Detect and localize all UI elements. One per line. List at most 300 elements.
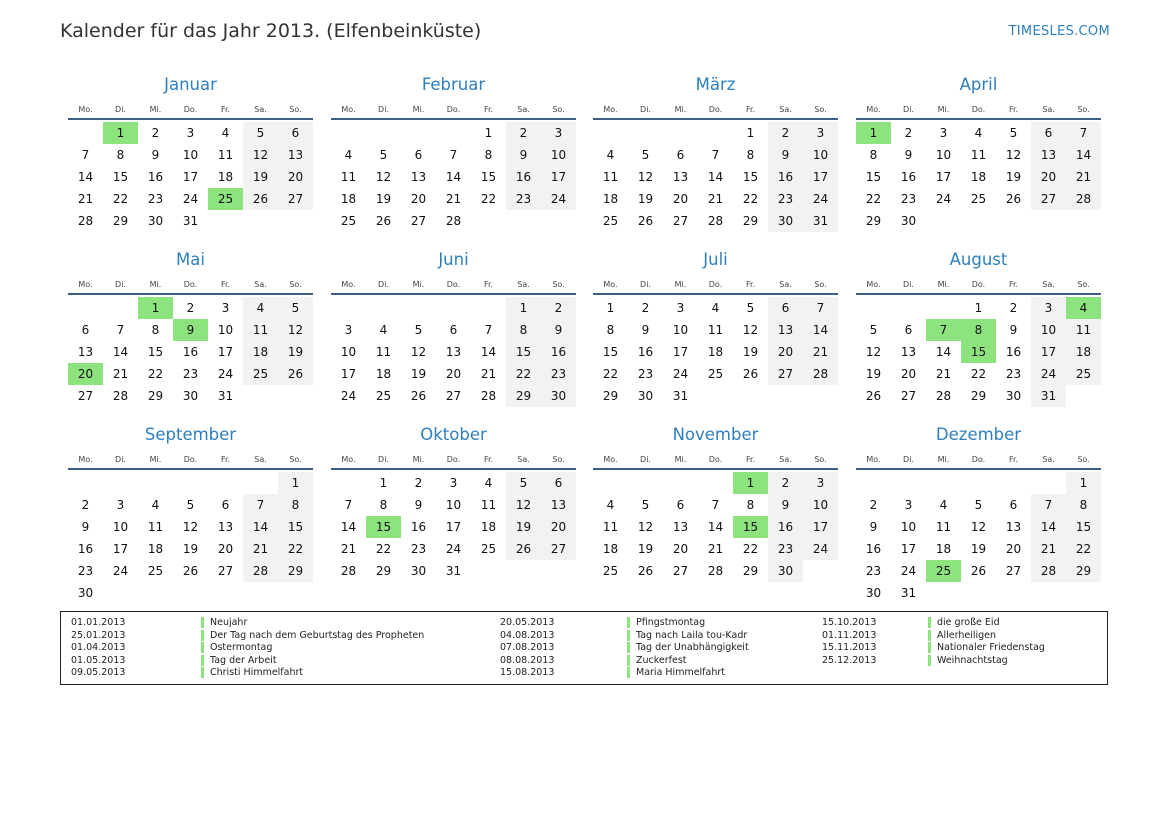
day-grid [856, 472, 1101, 604]
day-cell: 28 [707, 564, 724, 578]
day-cell: 23 [637, 367, 654, 381]
day-cell: 12 [865, 345, 882, 359]
day-cell: 29 [865, 214, 882, 228]
empty-cell [698, 472, 733, 494]
day-cell: 9 [151, 148, 160, 162]
day-cell: 2 [768, 122, 803, 144]
day-cell: 21 [112, 367, 129, 381]
weekday-label: Sa. [517, 105, 530, 114]
day-cell: 18 [707, 345, 724, 359]
day-cell: 28 [445, 214, 462, 228]
day-cell: 3 [186, 126, 195, 140]
holiday-date: 20.05.2013 [500, 617, 555, 628]
day-cell: 1 [974, 301, 983, 315]
day-cell: 26 [1005, 192, 1022, 206]
holiday-date: 25.01.2013 [71, 629, 126, 641]
day-cell: 14 [77, 170, 94, 184]
day-cell: 22 [742, 542, 759, 556]
empty-cell [103, 297, 138, 319]
month-title: Februar [421, 75, 486, 94]
day-cell: 2 [768, 472, 803, 494]
day-cell: 12 [742, 323, 759, 337]
day-cell: 27 [1005, 564, 1022, 578]
weekday-label: Di. [640, 280, 651, 289]
weekday-label: Fr. [745, 105, 756, 114]
weekday-label: So. [552, 280, 565, 289]
weekday-label: Do. [446, 455, 461, 464]
day-cell: 15 [480, 170, 497, 184]
day-grid [68, 122, 313, 232]
holiday-name: Weihnachtstag [928, 655, 1008, 666]
day-cell: 21 [480, 367, 497, 381]
weekday-label: Di. [378, 280, 389, 289]
weekday-label: Sa. [779, 105, 792, 114]
weekday-label: Do. [971, 105, 986, 114]
day-cell: 28 [935, 389, 952, 403]
day-cell: 2 [414, 476, 423, 490]
day-cell: 3 [939, 126, 948, 140]
day-cell: 9 [506, 144, 541, 166]
day-cell: 8 [746, 148, 755, 162]
day-cell: 10 [340, 345, 357, 359]
day-cell: 10 [672, 323, 689, 337]
day-cell: 27 [768, 363, 803, 385]
day-cell: 20 [445, 367, 462, 381]
day-cell: 17 [900, 542, 917, 556]
day-cell: 24 [541, 188, 576, 210]
day-cell: 27 [217, 564, 234, 578]
weekday-label: Mo. [78, 455, 93, 464]
day-cell: 3 [1031, 297, 1066, 319]
day-cell: 6 [904, 323, 913, 337]
day-cell: 11 [147, 520, 164, 534]
day-cell: 10 [900, 520, 917, 534]
day-cell: 21 [707, 192, 724, 206]
day-cell: 11 [217, 148, 234, 162]
day-cell: 20 [672, 192, 689, 206]
day-cell: 8 [746, 498, 755, 512]
day-cell: 8 [116, 148, 125, 162]
weekday-label: Do. [183, 455, 198, 464]
weekday-label: Mi. [149, 455, 162, 464]
day-cell: 2 [1009, 301, 1018, 315]
holiday-date: 01.05.2013 [71, 654, 126, 666]
weekday-label: Mi. [412, 455, 425, 464]
day-cell: 3 [803, 472, 838, 494]
weekday-label: Fr. [220, 280, 231, 289]
weekday-label: Sa. [1042, 105, 1055, 114]
day-cell: 29 [147, 389, 164, 403]
day-cell: 7 [1031, 494, 1066, 516]
day-cell: 16 [147, 170, 164, 184]
day-cell: 3 [344, 323, 353, 337]
day-cell: 18 [147, 542, 164, 556]
day-cell: 13 [1031, 144, 1066, 166]
day-cell: 12 [970, 520, 987, 534]
month-januar [68, 68, 313, 232]
day-cell: 4 [243, 297, 278, 319]
day-cell: 28 [112, 389, 129, 403]
empty-cell [366, 297, 401, 319]
holiday-date: 04.08.2013 [500, 629, 555, 641]
weekday-label: Di. [115, 455, 126, 464]
empty-cell [243, 472, 278, 494]
holiday-name: Nationaler Friedenstag [928, 642, 1045, 653]
weekday-header [68, 102, 313, 120]
day-cell: 1 [606, 301, 615, 315]
day-cell: 23 [541, 363, 576, 385]
day-cell: 13 [900, 345, 917, 359]
day-cell: 30 [768, 560, 803, 582]
weekday-header [331, 277, 576, 295]
month-april [856, 68, 1101, 232]
day-cell: 18 [602, 542, 619, 556]
day-cell: 14 [480, 345, 497, 359]
holiday-day: 1 [103, 122, 138, 144]
day-cell: 24 [445, 542, 462, 556]
day-cell: 15 [602, 345, 619, 359]
weekday-label: Sa. [517, 455, 530, 464]
day-cell: 25 [147, 564, 164, 578]
day-cell: 4 [151, 498, 160, 512]
day-cell: 28 [1066, 188, 1101, 210]
day-cell: 17 [340, 367, 357, 381]
day-cell: 9 [541, 319, 576, 341]
weekday-label: Sa. [254, 105, 267, 114]
weekday-label: Sa. [779, 455, 792, 464]
weekday-label: So. [814, 455, 827, 464]
day-cell: 5 [278, 297, 313, 319]
day-cell: 1 [379, 476, 388, 490]
day-cell: 11 [375, 345, 392, 359]
day-cell: 29 [742, 564, 759, 578]
holiday-name: die große Eid [928, 617, 1000, 628]
weekday-label: So. [1077, 105, 1090, 114]
day-cell: 19 [506, 516, 541, 538]
day-cell: 19 [637, 192, 654, 206]
empty-cell [366, 122, 401, 144]
weekday-header [68, 277, 313, 295]
holiday-day: 8 [961, 319, 996, 341]
day-cell: 7 [81, 148, 90, 162]
holiday-name: Tag nach Laila tou-Kadr [627, 630, 747, 641]
day-cell: 11 [1066, 319, 1101, 341]
day-cell: 2 [186, 301, 195, 315]
day-grid [331, 122, 576, 232]
day-cell: 11 [340, 170, 357, 184]
day-cell: 28 [340, 564, 357, 578]
weekday-label: Di. [115, 105, 126, 114]
day-cell: 20 [1005, 542, 1022, 556]
month-title: Mai [176, 250, 205, 269]
day-cell: 20 [672, 542, 689, 556]
holiday-date: 01.04.2013 [71, 642, 126, 653]
weekday-label: Di. [378, 105, 389, 114]
day-cell: 7 [711, 148, 720, 162]
month-title: Januar [164, 75, 217, 94]
day-cell: 21 [340, 542, 357, 556]
day-cell: 10 [182, 148, 199, 162]
day-cell: 24 [900, 564, 917, 578]
weekday-label: Di. [640, 105, 651, 114]
weekday-label: Do. [708, 455, 723, 464]
day-cell: 15 [865, 170, 882, 184]
day-cell: 7 [484, 323, 493, 337]
day-cell: 21 [445, 192, 462, 206]
holiday-name: Pfingstmontag [627, 617, 705, 628]
weekday-header [856, 452, 1101, 470]
month-title: April [959, 75, 998, 94]
day-cell: 30 [637, 389, 654, 403]
empty-cell [103, 472, 138, 494]
day-cell: 28 [707, 214, 724, 228]
empty-cell [663, 122, 698, 144]
day-cell: 7 [711, 498, 720, 512]
day-cell: 12 [506, 494, 541, 516]
day-cell: 17 [182, 170, 199, 184]
day-cell: 11 [243, 319, 278, 341]
day-cell: 2 [904, 126, 913, 140]
weekday-label: So. [814, 280, 827, 289]
day-cell: 31 [1031, 385, 1066, 407]
day-cell: 4 [606, 148, 615, 162]
day-cell: 16 [77, 542, 94, 556]
weekday-label: Mi. [412, 105, 425, 114]
month-oktober [331, 418, 576, 582]
empty-cell [173, 472, 208, 494]
day-cell: 4 [379, 323, 388, 337]
day-cell: 22 [602, 367, 619, 381]
weekday-label: Mo. [866, 455, 881, 464]
day-cell: 30 [182, 389, 199, 403]
day-cell: 19 [865, 367, 882, 381]
day-cell: 29 [602, 389, 619, 403]
day-cell: 6 [278, 122, 313, 144]
day-cell: 30 [147, 214, 164, 228]
day-cell: 20 [768, 341, 803, 363]
day-grid [856, 297, 1101, 407]
day-cell: 13 [672, 520, 689, 534]
day-cell: 23 [77, 564, 94, 578]
weekday-label: Mo. [866, 105, 881, 114]
holiday-day: 20 [68, 363, 103, 385]
day-cell: 12 [182, 520, 199, 534]
day-cell: 3 [449, 476, 458, 490]
day-cell: 21 [1031, 538, 1066, 560]
day-cell: 29 [1066, 560, 1101, 582]
day-cell: 7 [449, 148, 458, 162]
day-cell: 7 [344, 498, 353, 512]
month-title: März [695, 75, 736, 94]
day-cell: 9 [414, 498, 423, 512]
day-cell: 14 [340, 520, 357, 534]
weekday-header [593, 277, 838, 295]
holiday-name: Der Tag nach dem Geburtstag des Propheten [201, 630, 424, 641]
day-cell: 4 [711, 301, 720, 315]
day-cell: 5 [186, 498, 195, 512]
day-cell: 27 [1031, 188, 1066, 210]
day-cell: 8 [606, 323, 615, 337]
day-cell: 6 [676, 498, 685, 512]
holiday-day: 7 [926, 319, 961, 341]
day-cell: 22 [865, 192, 882, 206]
day-cell: 16 [900, 170, 917, 184]
day-cell: 3 [541, 122, 576, 144]
day-cell: 22 [970, 367, 987, 381]
day-grid [593, 472, 838, 582]
weekday-header [593, 102, 838, 120]
holiday-day: 1 [856, 122, 891, 144]
day-cell: 5 [506, 472, 541, 494]
day-cell: 18 [375, 367, 392, 381]
day-cell: 19 [970, 542, 987, 556]
weekday-header [331, 452, 576, 470]
day-cell: 4 [606, 498, 615, 512]
day-cell: 20 [217, 542, 234, 556]
day-cell: 20 [900, 367, 917, 381]
day-cell: 12 [243, 144, 278, 166]
weekday-label: Do. [708, 105, 723, 114]
holiday-name: Allerheiligen [928, 630, 996, 641]
empty-cell [208, 472, 243, 494]
empty-cell [961, 472, 996, 494]
day-cell: 14 [1066, 144, 1101, 166]
weekday-label: Mo. [866, 280, 881, 289]
day-cell: 19 [278, 341, 313, 363]
day-cell: 5 [641, 148, 650, 162]
day-cell: 14 [935, 345, 952, 359]
day-cell: 3 [116, 498, 125, 512]
empty-cell [471, 297, 506, 319]
holiday-date: 09.05.2013 [71, 667, 126, 678]
holiday-day: 15 [366, 516, 401, 538]
day-grid [331, 472, 576, 582]
weekday-label: So. [1077, 280, 1090, 289]
day-cell: 31 [803, 210, 838, 232]
day-cell: 21 [1066, 166, 1101, 188]
weekday-header [856, 277, 1101, 295]
weekday-label: So. [289, 280, 302, 289]
day-cell: 6 [541, 472, 576, 494]
weekday-header [593, 452, 838, 470]
day-cell: 2 [869, 498, 878, 512]
day-cell: 2 [81, 498, 90, 512]
day-cell: 14 [707, 170, 724, 184]
weekday-label: Do. [183, 105, 198, 114]
holiday-date: 25.12.2013 [822, 654, 877, 666]
day-cell: 8 [506, 319, 541, 341]
day-cell: 28 [77, 214, 94, 228]
holiday-day: 25 [926, 560, 961, 582]
weekday-label: Mi. [674, 455, 687, 464]
day-cell: 23 [182, 367, 199, 381]
day-cell: 28 [1031, 560, 1066, 582]
day-cell: 19 [182, 542, 199, 556]
day-cell: 2 [506, 122, 541, 144]
holiday-name: Zuckerfest [627, 655, 687, 666]
day-cell: 18 [935, 542, 952, 556]
day-cell: 21 [243, 538, 278, 560]
day-cell: 6 [81, 323, 90, 337]
day-cell: 9 [768, 494, 803, 516]
weekday-label: So. [552, 105, 565, 114]
day-cell: 31 [182, 214, 199, 228]
holiday-day: 25 [208, 188, 243, 210]
day-cell: 9 [768, 144, 803, 166]
day-cell: 3 [904, 498, 913, 512]
day-cell: 1 [746, 126, 755, 140]
weekday-label: Fr. [1008, 280, 1019, 289]
day-cell: 25 [243, 363, 278, 385]
holiday-date: 08.08.2013 [500, 654, 555, 666]
day-cell: 25 [602, 564, 619, 578]
day-cell: 21 [77, 192, 94, 206]
day-cell: 17 [803, 516, 838, 538]
month-juli [593, 243, 838, 407]
day-cell: 13 [410, 170, 427, 184]
site-brand-link[interactable]: TIMESLES.COM [1008, 24, 1110, 39]
day-cell: 23 [865, 564, 882, 578]
day-cell: 6 [676, 148, 685, 162]
weekday-label: Mi. [412, 280, 425, 289]
empty-cell [436, 122, 471, 144]
day-cell: 22 [742, 192, 759, 206]
weekday-label: Sa. [1042, 455, 1055, 464]
day-cell: 4 [484, 476, 493, 490]
day-cell: 4 [974, 126, 983, 140]
weekday-label: So. [289, 455, 302, 464]
day-cell: 20 [541, 516, 576, 538]
day-cell: 7 [243, 494, 278, 516]
month-september [68, 418, 313, 604]
day-cell: 31 [445, 564, 462, 578]
weekday-label: Mo. [78, 105, 93, 114]
weekday-label: Do. [971, 455, 986, 464]
weekday-label: Mo. [341, 280, 356, 289]
day-cell: 9 [904, 148, 913, 162]
day-cell: 23 [768, 188, 803, 210]
day-cell: 1 [506, 297, 541, 319]
holiday-date: 15.10.2013 [822, 617, 877, 628]
weekday-label: Sa. [517, 280, 530, 289]
day-cell: 11 [970, 148, 987, 162]
weekday-label: Di. [903, 105, 914, 114]
day-cell: 2 [151, 126, 160, 140]
day-cell: 26 [970, 564, 987, 578]
day-cell: 7 [803, 297, 838, 319]
empty-cell [628, 472, 663, 494]
empty-cell [891, 297, 926, 319]
day-cell: 18 [480, 520, 497, 534]
day-cell: 5 [641, 498, 650, 512]
day-cell: 13 [278, 144, 313, 166]
day-cell: 27 [278, 188, 313, 210]
day-cell: 5 [379, 148, 388, 162]
day-cell: 17 [217, 345, 234, 359]
month-title: Juni [438, 250, 469, 269]
empty-cell [926, 297, 961, 319]
month-title: August [949, 250, 1008, 269]
day-cell: 10 [935, 148, 952, 162]
day-cell: 13 [672, 170, 689, 184]
day-cell: 19 [637, 542, 654, 556]
day-grid [331, 297, 576, 407]
month-title: Juli [703, 250, 728, 269]
day-cell: 18 [243, 341, 278, 363]
day-cell: 28 [243, 560, 278, 582]
weekday-label: Sa. [1042, 280, 1055, 289]
month-juni [331, 243, 576, 407]
